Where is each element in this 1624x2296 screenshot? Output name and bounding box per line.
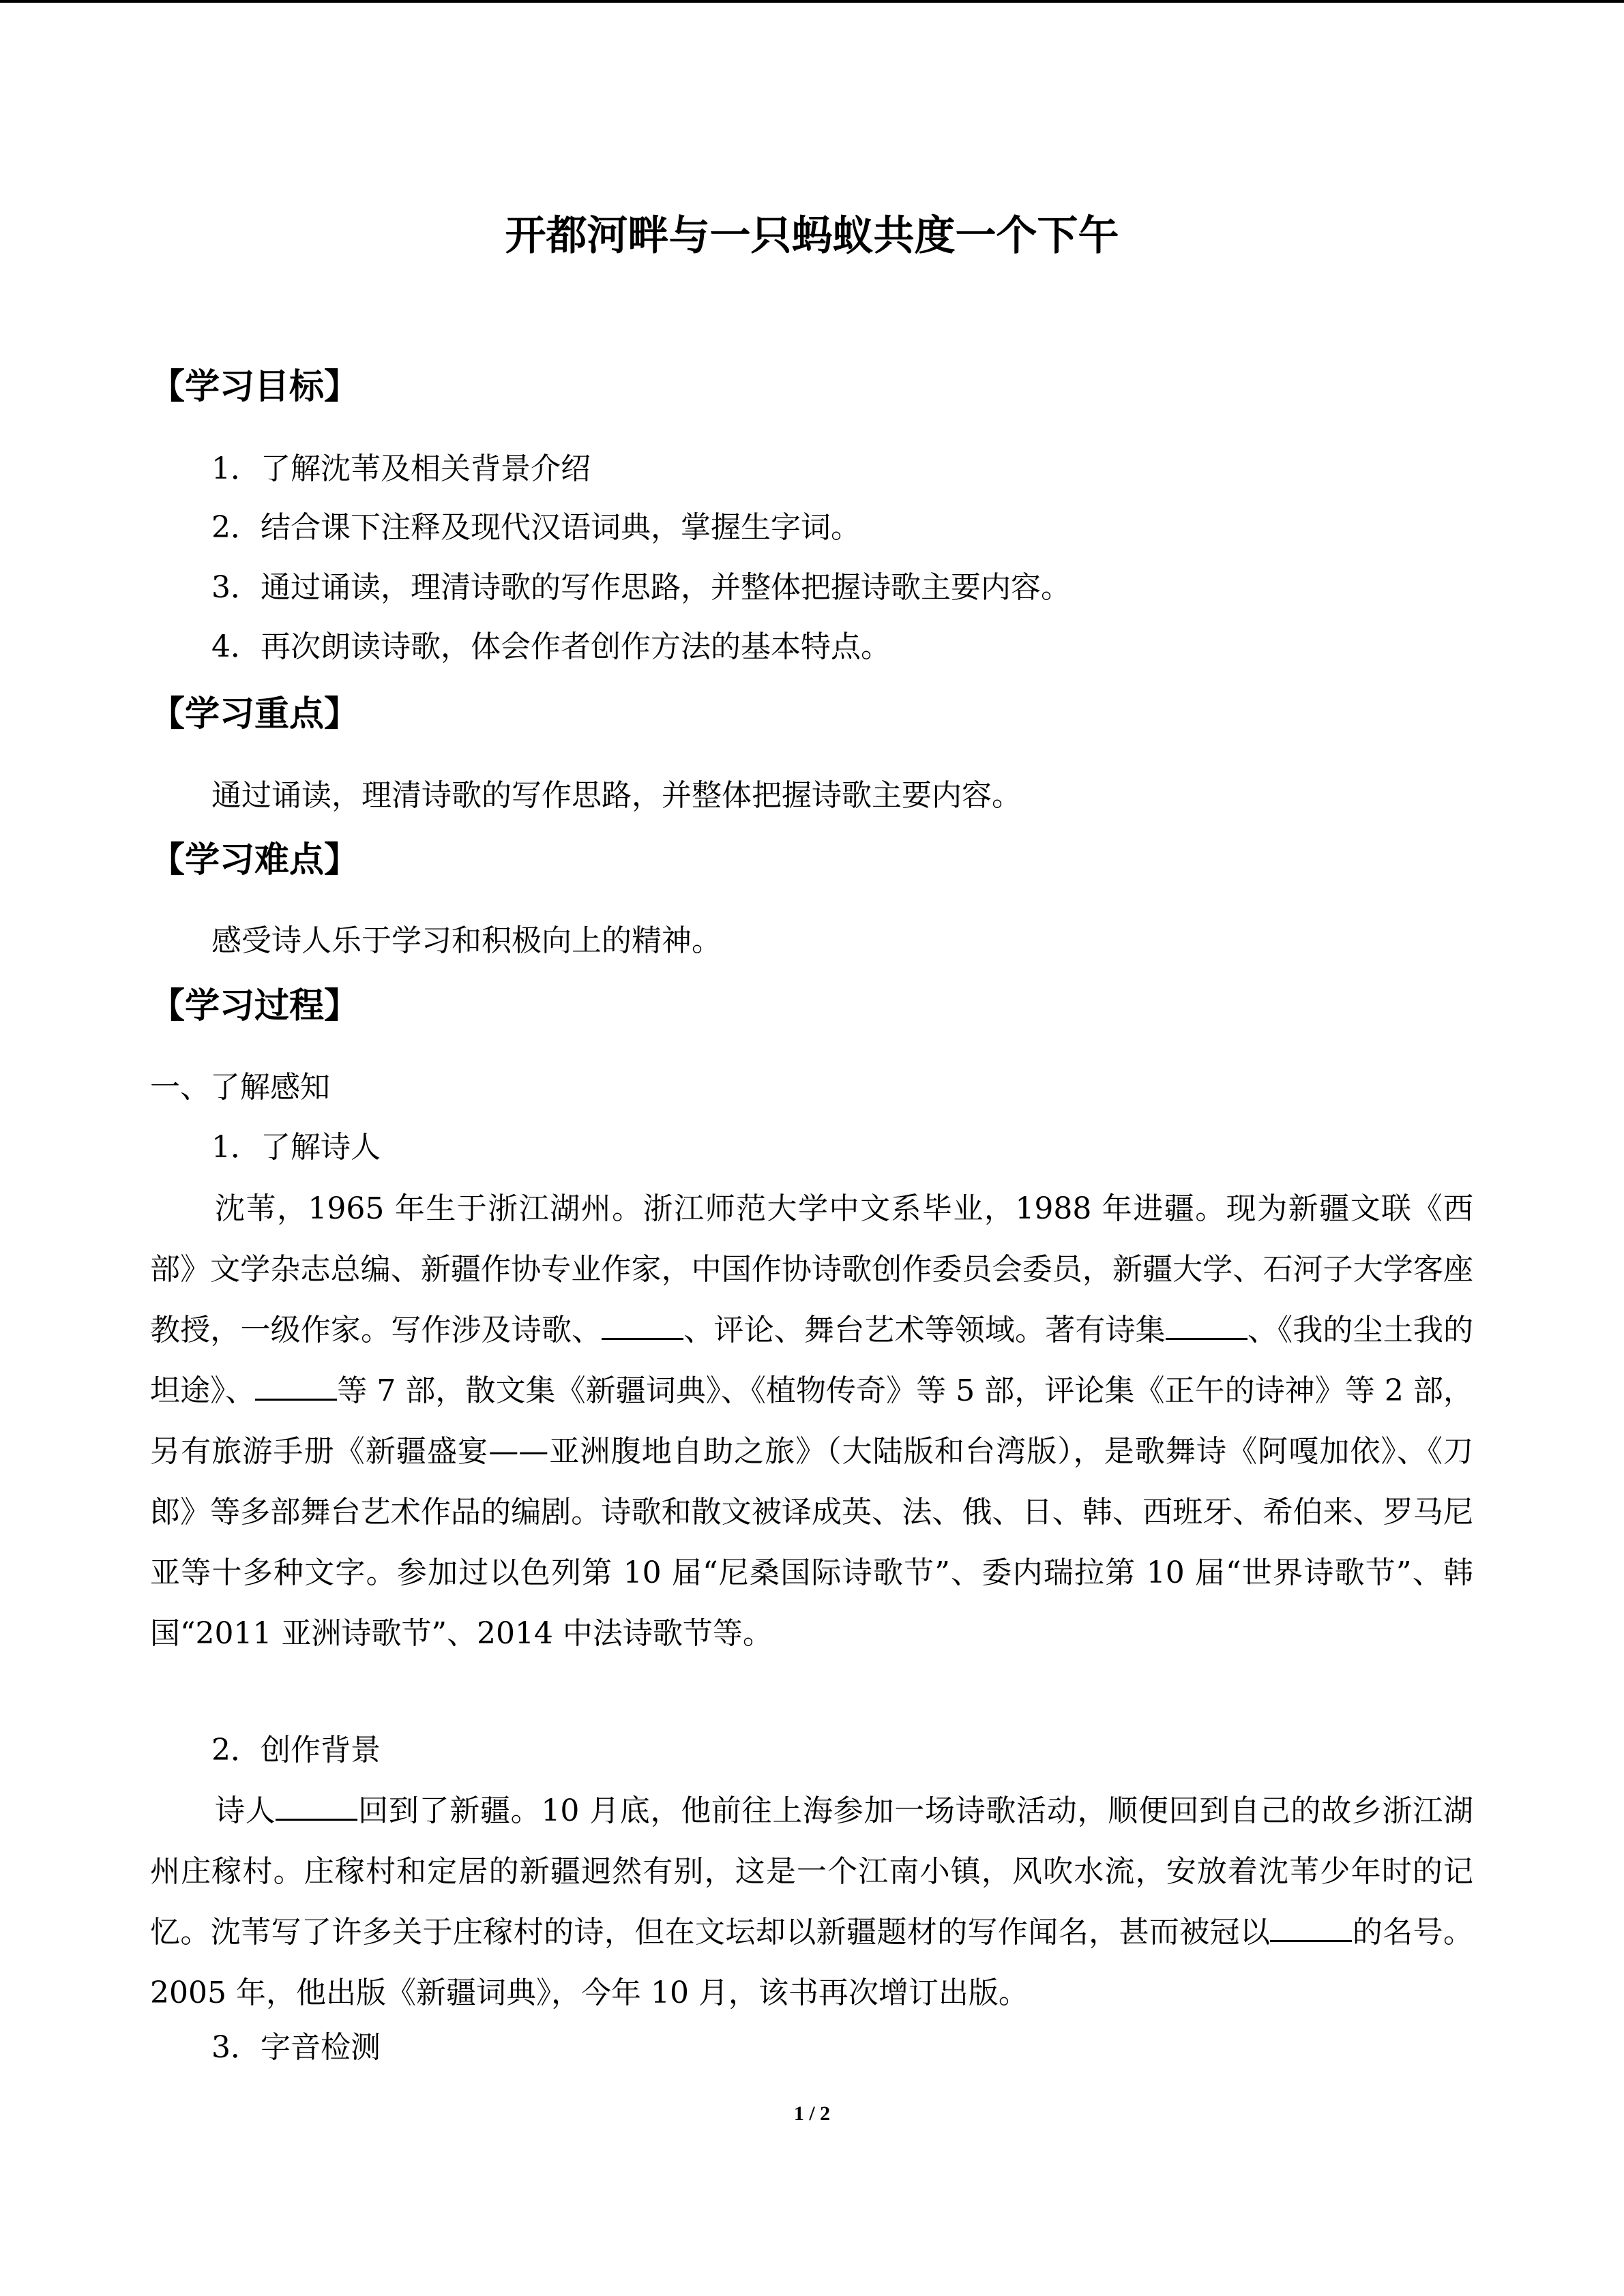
fill-blank-3[interactable]	[255, 1371, 337, 1401]
top-border-line	[0, 0, 1624, 3]
item3-title: 3．字音检测	[211, 2030, 381, 2065]
fill-blank-1[interactable]	[602, 1311, 683, 1340]
fill-blank-5[interactable]	[1270, 1913, 1352, 1942]
poet-text-1: 沈苇，1965 年生于浙江湖州。浙江师范大学中文系毕业，1988 年进疆。现为新疆文联《西部》文学杂志总编、新疆作协专业作家，中国作协诗歌创作委员会委员，新疆大学、石河子大学客座教授，一级作家。写作涉及诗歌、	[150, 1191, 1473, 1347]
goal-item-3: 3．通过诵读，理清诗歌的写作思路，并整体把握诗歌主要内容。	[211, 570, 1071, 605]
item2-title: 2．创作背景	[211, 1733, 381, 1768]
background-text-3: 的名号。2005 年，他出版《新疆词典》，今年 10 月，该书再次增订出版。	[150, 1915, 1473, 2010]
poet-text-3: 、《我的尘土我的坦途》、	[150, 1313, 1474, 1408]
item1-title: 1．了解诗人	[211, 1130, 381, 1165]
poet-text-4: 等 7 部，散文集《新疆词典》、《植物传奇》等 5 部，评论集《正午的诗神》等 2 部，另有旅游手册《新疆盛宴——亚洲腹地自助之旅》（大陆版和台湾版），是歌舞诗《阿嘎加依》、《刀郎》等多部舞台艺术作品的编剧。诗歌和散文被译成英、法、俄、日、韩、西班牙、希伯来、罗马尼亚等十多种文字。参加过以色列第 10 届“尼桑国际诗歌节”、委内瑞拉第 10 届“世界诗歌节”、韩国“2011 亚洲诗歌节”、2014 中法诗歌节等。	[150, 1373, 1473, 1651]
goal-item-1: 1．了解沈苇及相关背景介绍	[211, 451, 591, 486]
focus-text: 通过诵读，理清诗歌的写作思路，并整体把握诗歌主要内容。	[211, 778, 1022, 813]
page-number: 1 / 2	[793, 2102, 831, 2125]
fill-blank-2[interactable]	[1166, 1311, 1247, 1340]
process-heading: 【学习过程】	[150, 985, 359, 1026]
document-title: 开都河畔与一只蚂蚁共度一个下午	[505, 212, 1119, 260]
poet-paragraph	[150, 1178, 1473, 1664]
goal-item-4: 4．再次朗读诗歌，体会作者创作方法的基本特点。	[211, 629, 891, 664]
background-text-1: 诗人	[215, 1793, 276, 1828]
goal-item-2: 2．结合课下注释及现代汉语词典，掌握生字词。	[211, 510, 861, 545]
background-text-2: 回到了新疆。10 月底，他前往上海参加一场诗歌活动，顺便回到自己的故乡浙江湖州庄稼村。庄稼村和定居的新疆迥然有别，这是一个江南小镇，风吹水流，安放着沈苇少年时的记忆。沈苇写了许多关于庄稼村的诗，但在文坛却以新疆题材的写作闻名，甚而被冠以	[150, 1793, 1473, 1950]
part1-title: 一、了解感知	[150, 1070, 330, 1105]
focus-heading: 【学习重点】	[150, 694, 359, 734]
difficulty-heading: 【学习难点】	[150, 839, 359, 880]
fill-blank-4[interactable]	[276, 1791, 357, 1821]
background-paragraph	[150, 1780, 1473, 2023]
difficulty-text: 感受诗人乐于学习和积极向上的精神。	[211, 923, 722, 958]
poet-text-2: 、评论、舞台艺术等领域。著有诗集	[683, 1313, 1166, 1347]
goals-heading: 【学习目标】	[150, 366, 359, 407]
